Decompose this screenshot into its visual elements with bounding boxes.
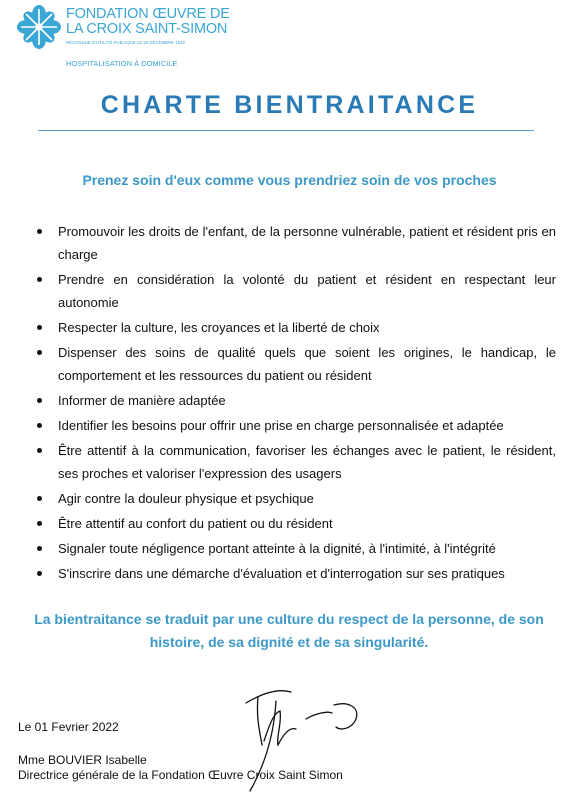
list-item: S'inscrire dans une démarche d'évaluation et d'interrogation sur ses pratiques [34, 562, 556, 585]
organization-name [66, 7, 230, 37]
list-item: Promouvoir les droits de l'enfant, de la personne vulnérable, patient et résident pris en charge [34, 220, 556, 266]
organization-recognition: RECONNUE D'UTILITÉ PUBLIQUE LE 29 DÉCEMBRE 1922 [66, 40, 186, 45]
flower-cross-logo-icon [16, 4, 62, 50]
list-item: Respecter la culture, les croyances et la liberté de choix [34, 316, 556, 339]
signer-role: Directrice générale de la Fondation Œuvre Croix Saint Simon [18, 768, 343, 782]
principles-list [34, 220, 556, 587]
signer-name: Mme BOUVIER Isabelle [18, 753, 147, 767]
list-item: Signaler toute négligence portant atteinte à la dignité, à l'intimité, à l'intégrité [34, 537, 556, 560]
organization-name-line-1: FONDATION ŒUVRE DE [66, 6, 230, 22]
list-item: Prendre en considération la volonté du patient et résident en respectant leur autonomie [34, 268, 556, 314]
closing-statement: La bientraitance se traduit par une culture du respect de la personne, de son histoire, de sa dignité et de sa singularité. [34, 611, 544, 650]
service-name: HOSPITALISATION À DOMICILE [66, 59, 178, 68]
list-item: Être attentif au confort du patient ou du résident [34, 512, 556, 535]
list-item: Informer de manière adaptée [34, 389, 556, 412]
title-divider [38, 130, 534, 131]
page-subtitle: Prenez soin d'eux comme vous prendriez soin de vos proches [82, 172, 497, 188]
list-item: Être attentif à la communication, favoriser les échanges avec le patient, le résident, ses proches et valoriser l'expression des usagers [34, 439, 556, 485]
list-item: Dispenser des soins de qualité quels que soient les origines, le handicap, le comportement et les ressources du patient ou résident [34, 341, 556, 387]
list-item: Agir contre la douleur physique et psychique [34, 487, 556, 510]
list-item: Identifier les besoins pour offrir une prise en charge personnalisée et adaptée [34, 414, 556, 437]
signer-block [18, 753, 343, 783]
organization-name-line-2: LA CROIX SAINT-SIMON [66, 21, 228, 37]
document-date: Le 01 Fevrier 2022 [18, 720, 119, 734]
page-title: CHARTE BIENTRAITANCE [100, 91, 479, 119]
